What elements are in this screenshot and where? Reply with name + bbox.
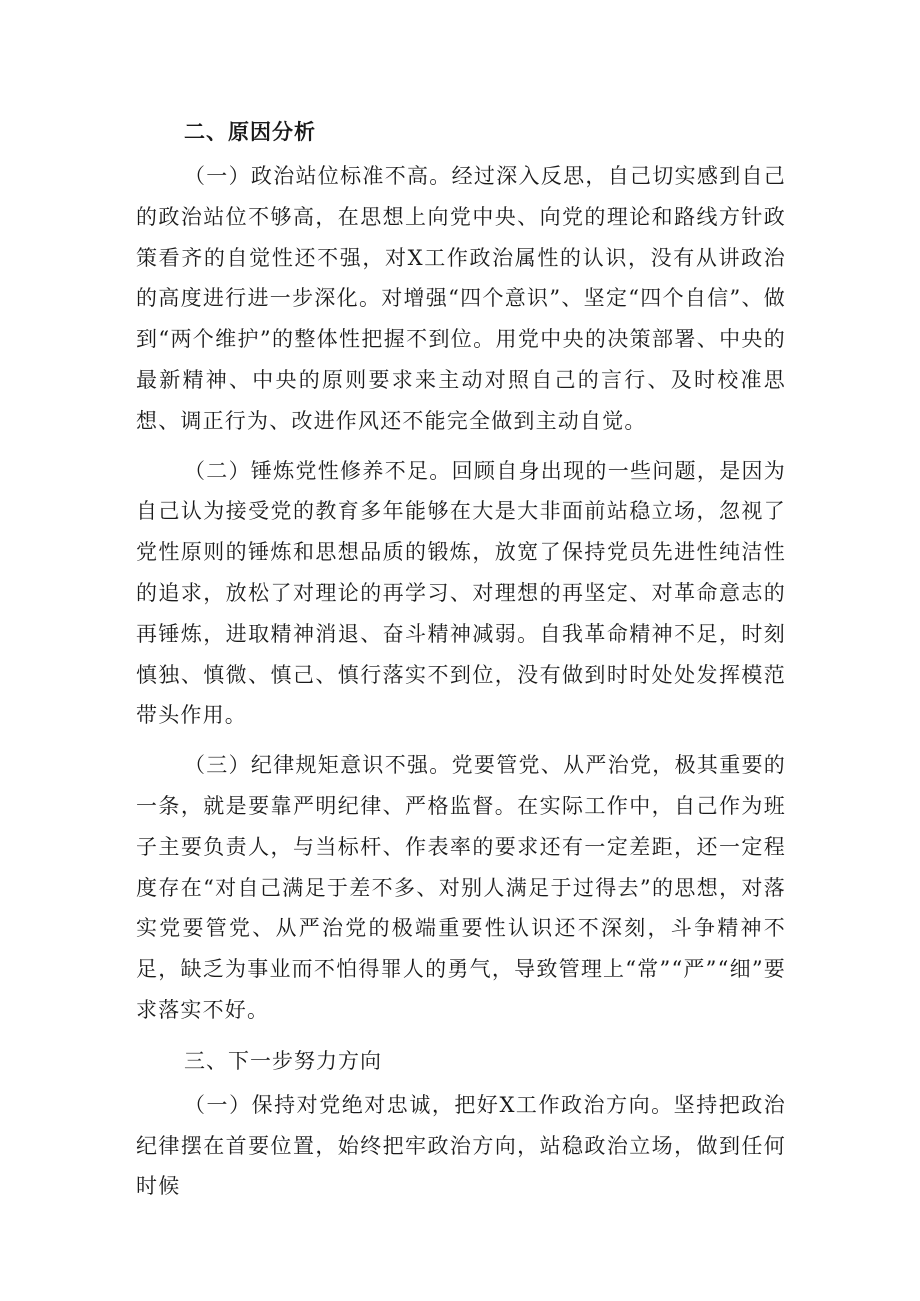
section-heading-cause-analysis: 二、原因分析	[184, 119, 316, 144]
paragraph-party-spirit: （二）锤炼党性修养不足。回顾自身出现的一些问题，是因为自己认为接受党的教育多年能够在大是大非面前站稳立场，忽视了党性原则的锤炼和思想品质的锻炼，放宽了保持党员先进性纯洁性的追求，放松了对理论的再学习、对理想的再坚定、对革命意志的再锤炼，进取精神消退、奋斗精神减弱。自我革命精神不足，时刻慎独、慎微、慎己、慎行落实不到位，没有做到时时处处发挥模范带头作用。	[136, 458, 786, 728]
paragraph-discipline: （三）纪律规矩意识不强。党要管党、从严治党，极其重要的一条，就是要靠严明纪律、严格监督。在实际工作中，自己作为班子主要负责人，与当标杆、作表率的要求还有一定差距，还一定程度存在“对自己满足于差不多、对别人满足于过得去”的思想，对落实党要管党、从严治党的极端重要性认识还不深刻，斗争精神不足，缺乏为事业而不怕得罪人的勇气，导致管理上“常”“严”“细”要求落实不好。	[136, 753, 787, 1022]
paragraph-political-stance: （一）政治站位标准不高。经过深入反思，自己切实感到自己的政治站位不够高，在思想上向党中央、向党的理论和路线方针政策看齐的自觉性还不强，对X工作政治属性的认识，没有从讲政治的高度进行进一步深化。对增强“四个意识”、坚定“四个自信”、做到“两个维护”的整体性把握不到位。用党中央的决策部署、中央的最新精神、中央的原则要求来主动对照自己的言行、及时校准思想、调正行为、改进作风还不能完全做到主动自觉。	[136, 164, 786, 433]
section-heading-next-steps: 三、下一步努力方向	[184, 1048, 382, 1073]
document-page	[136, 112, 786, 1207]
paragraph-loyalty: （一）保持对党绝对忠诚，把好X工作政治方向。坚持把政治纪律摆在首要位置，始终把牢政治方向，站稳政治立场，做到任何时候	[136, 1092, 786, 1199]
